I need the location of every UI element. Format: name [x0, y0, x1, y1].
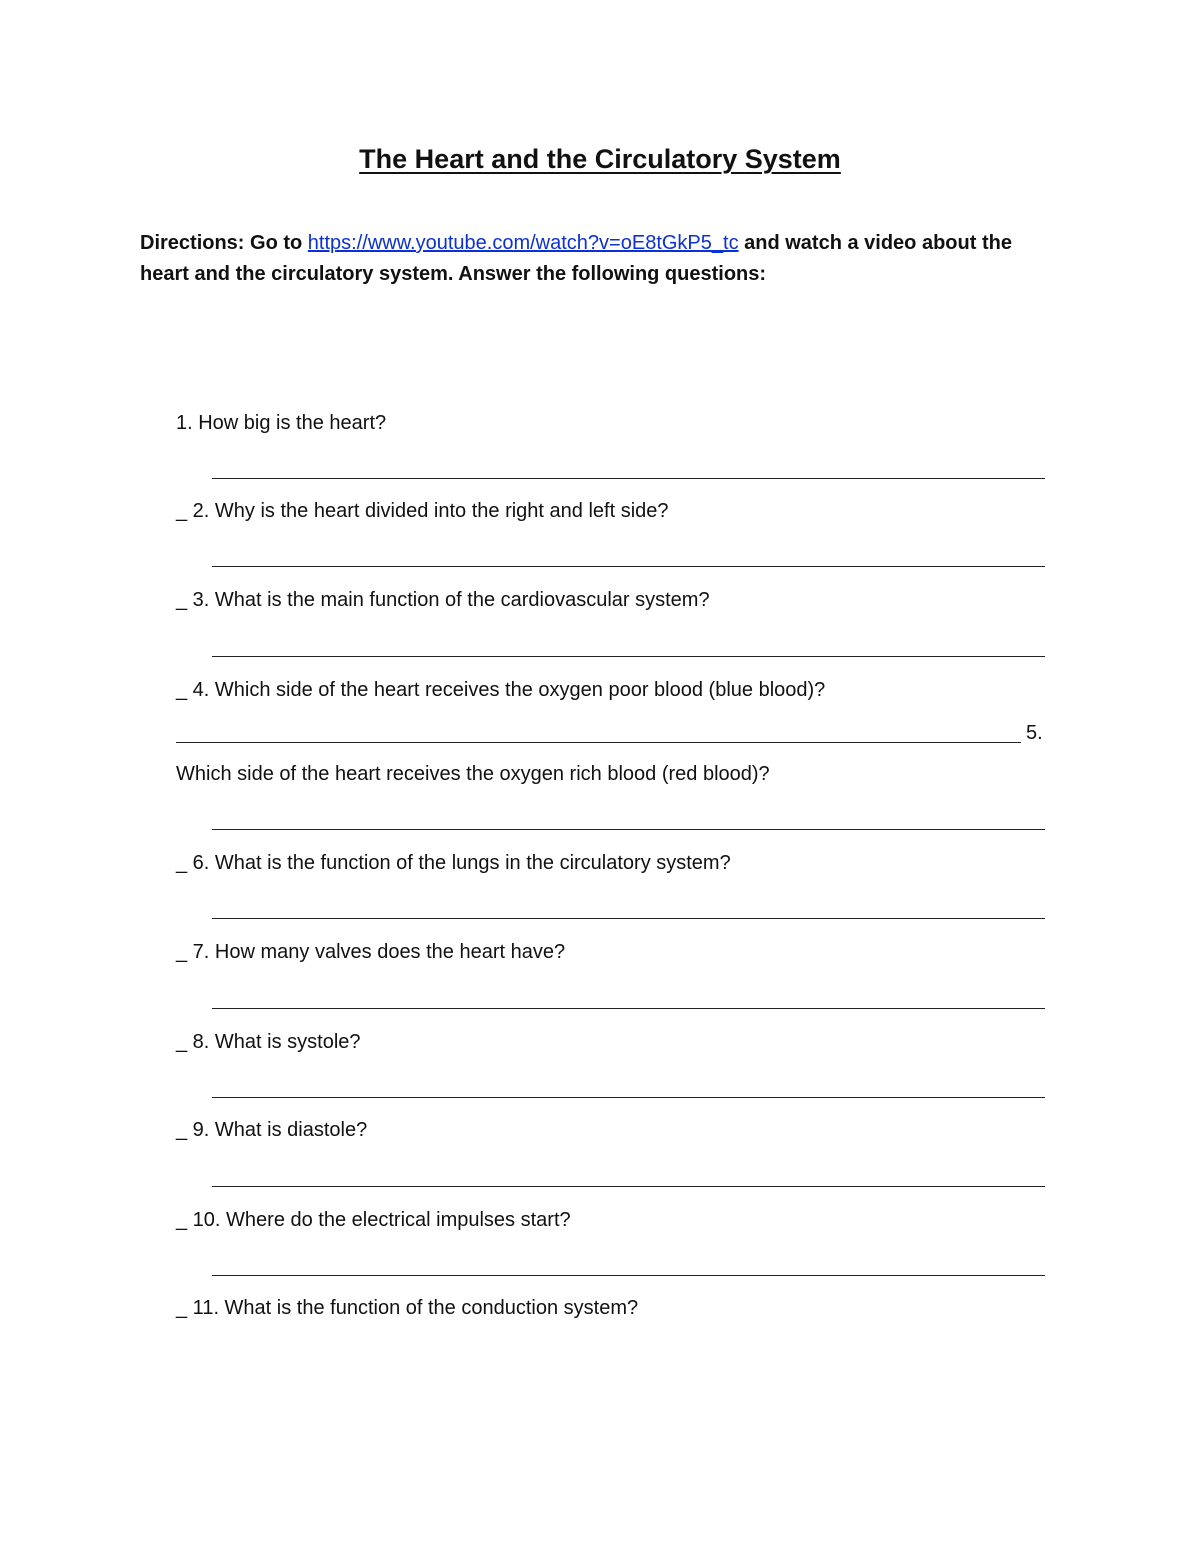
directions-prefix: Directions: Go to [140, 232, 308, 254]
question-9: _ 9. What is diastole? [176, 1119, 368, 1141]
answer-line-2[interactable] [212, 566, 1045, 567]
question-4: _ 4. Which side of the heart receives the oxygen poor blood (blue blood)? [176, 679, 826, 701]
directions [140, 228, 1020, 290]
answer-line-10[interactable] [212, 1275, 1045, 1276]
answer-line-6[interactable] [212, 918, 1045, 919]
page-title: The Heart and the Circulatory System [359, 144, 841, 174]
question-6: _ 6. What is the function of the lungs in the circulatory system? [176, 852, 731, 874]
question-11: _ 11. What is the function of the conduction system? [176, 1297, 639, 1319]
answer-line-1[interactable] [212, 478, 1045, 479]
answer-line-5[interactable] [212, 829, 1045, 830]
question-8: _ 8. What is systole? [176, 1031, 361, 1053]
answer-line-8[interactable] [212, 1097, 1045, 1098]
question-10: _ 10. Where do the electrical impulses start? [176, 1209, 571, 1231]
answer-line-3[interactable] [212, 656, 1045, 657]
directions-suffix: and watch a video about the heart and the circulatory system. Answer the following questions: [140, 232, 1012, 285]
question-7: _ 7. How many valves does the heart have? [176, 941, 566, 963]
question-2: _ 2. Why is the heart divided into the right and left side? [176, 500, 669, 522]
answer-line-9[interactable] [212, 1186, 1045, 1187]
question-5-number: 5. [1026, 722, 1043, 744]
answer-line-4[interactable] [176, 742, 1021, 743]
question-1: 1. How big is the heart? [176, 412, 387, 434]
question-3: _ 3. What is the main function of the cardiovascular system? [176, 589, 710, 611]
question-5: Which side of the heart receives the oxygen rich blood (red blood)? [176, 763, 770, 785]
answer-line-7[interactable] [212, 1008, 1045, 1009]
video-link[interactable]: https://www.youtube.com/watch?v=oE8tGkP5_tc [307, 232, 739, 254]
